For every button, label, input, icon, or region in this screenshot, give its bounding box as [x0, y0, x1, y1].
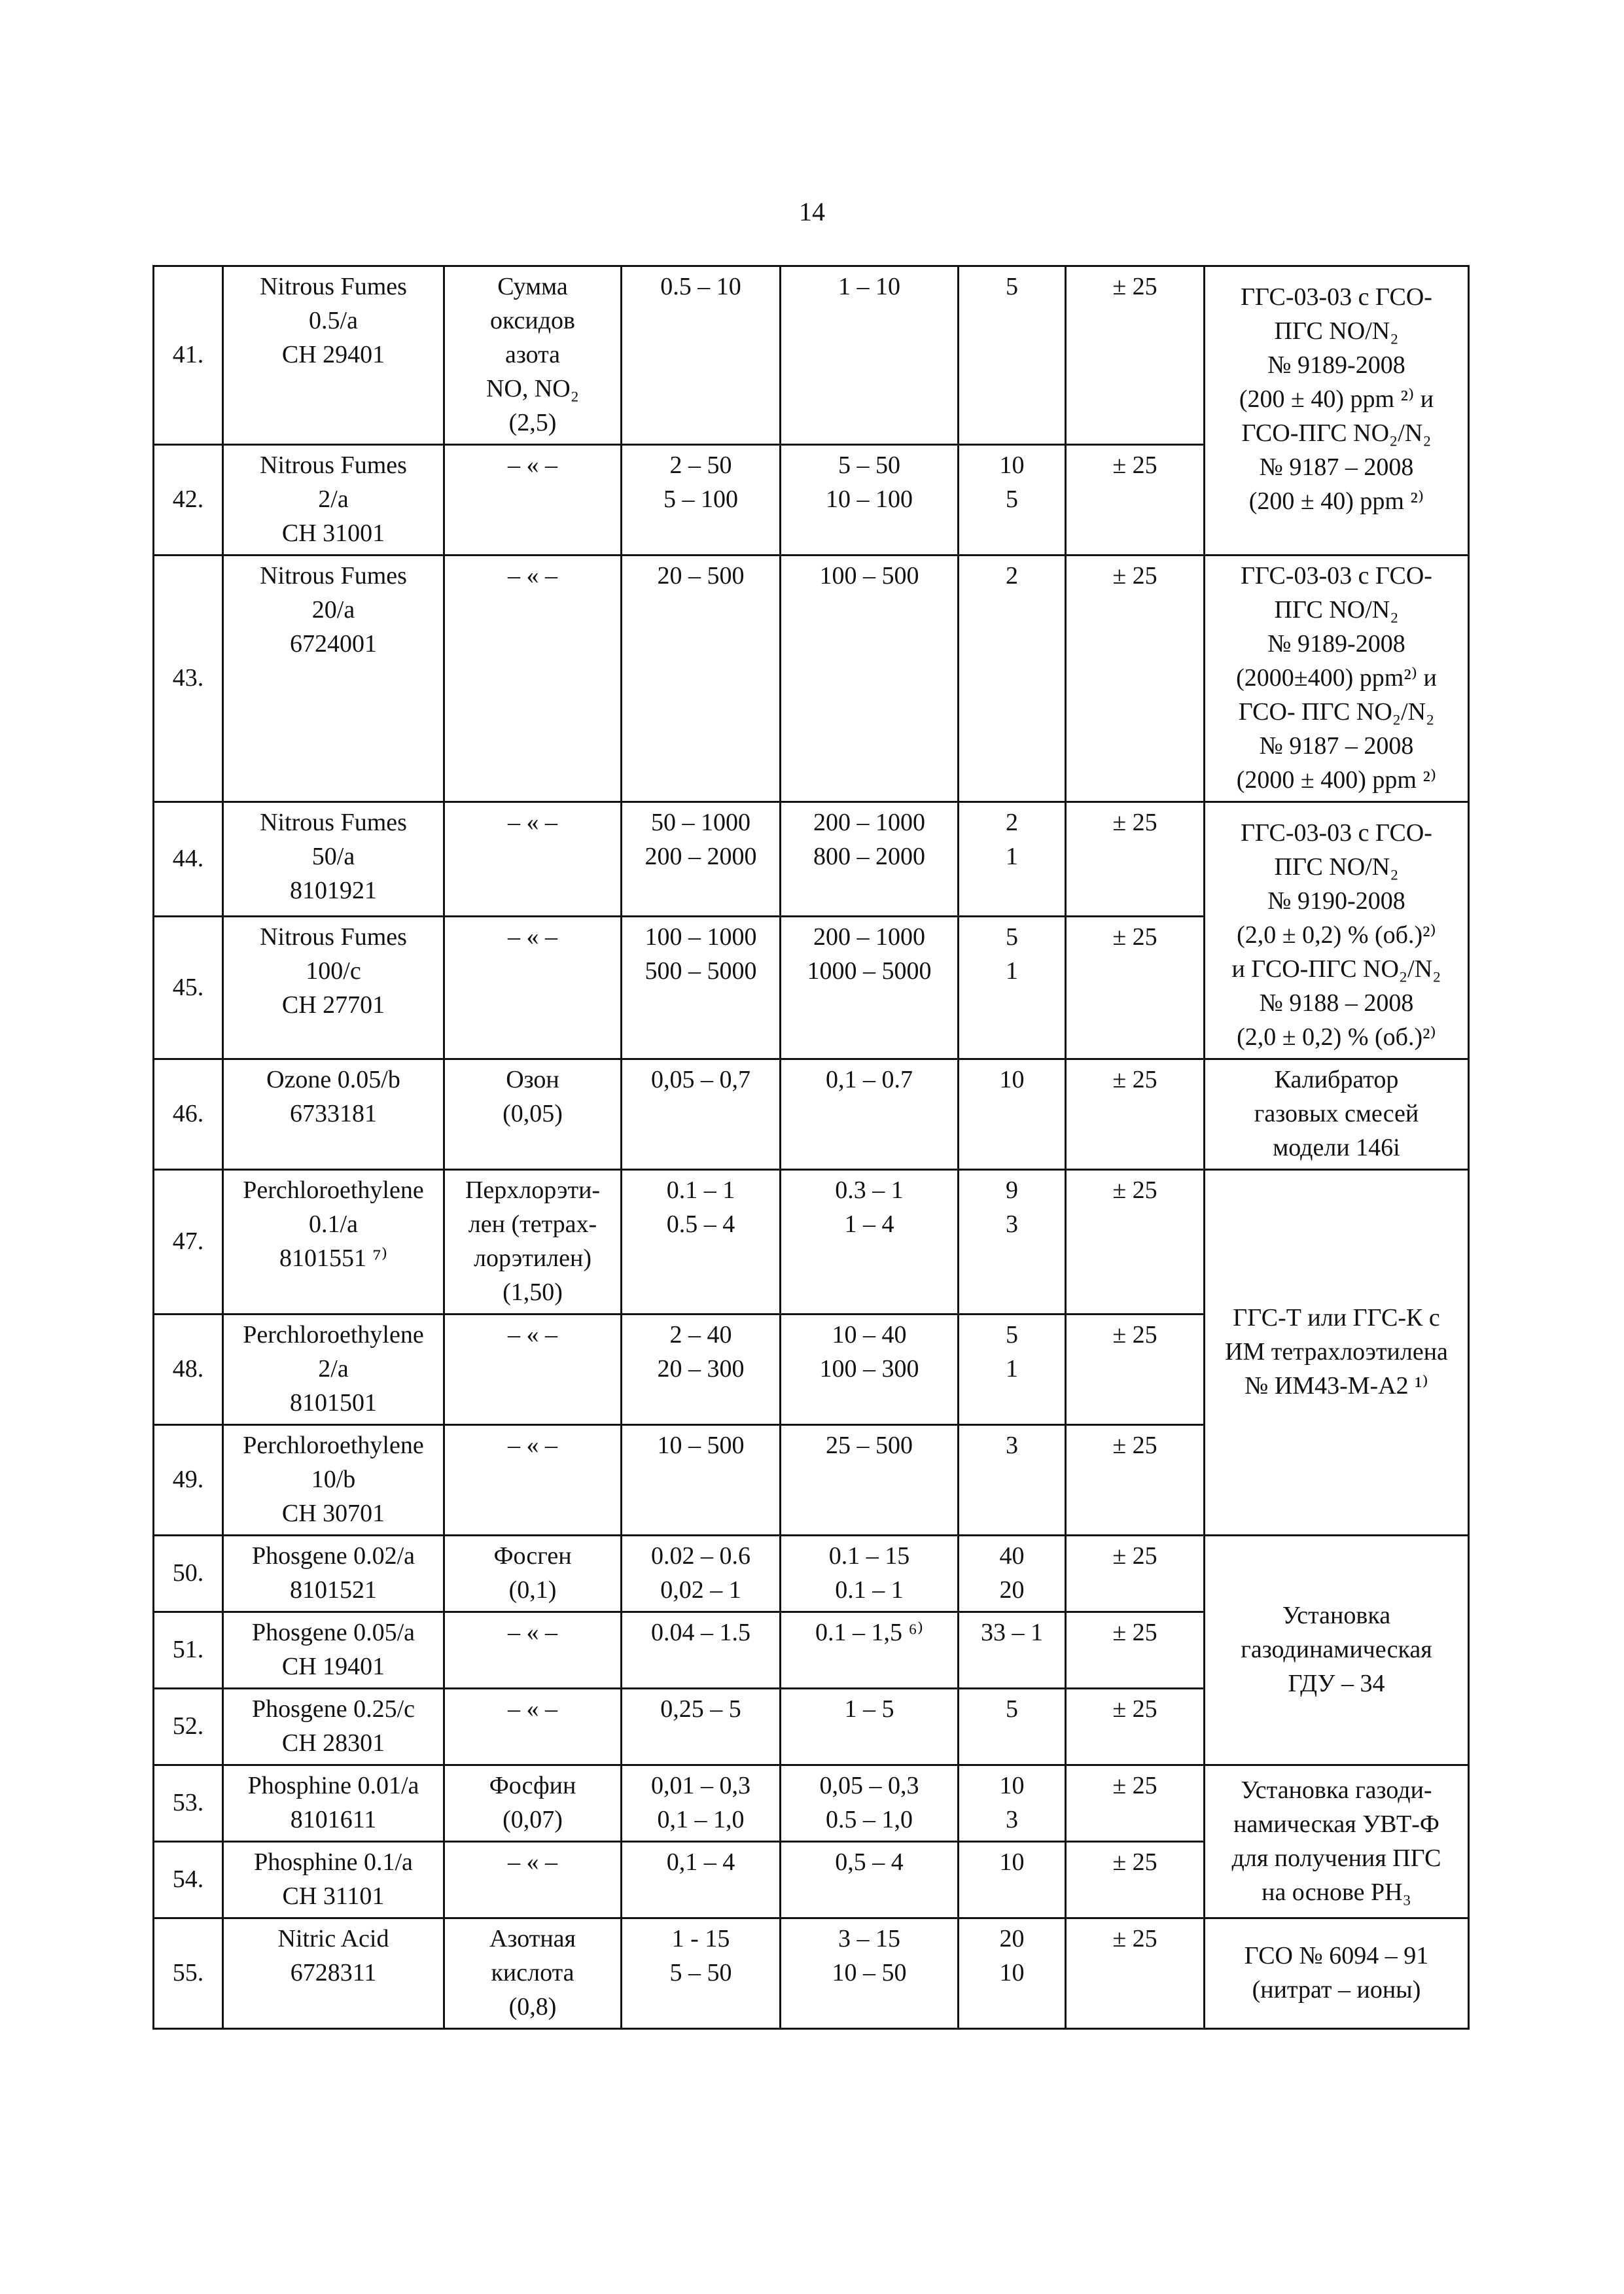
- count-cell-line: 20: [999, 1576, 1025, 1604]
- reference-standard-cell-line: намическая УВТ-Ф: [1233, 1810, 1439, 1838]
- error-cell: ± 25: [1066, 1425, 1205, 1536]
- substance-cell-line: – « –: [508, 1321, 557, 1349]
- reference-standard-cell-line: № 9189-2008: [1267, 630, 1405, 658]
- verification-range-cell-line: 1 – 4: [844, 1210, 894, 1238]
- substance-cell: [444, 1842, 622, 1918]
- measurement-range-cell-line: 20 – 300: [657, 1355, 745, 1383]
- verification-range-cell-line: 10 – 50: [832, 1959, 907, 1986]
- verification-range-cell: [781, 445, 959, 556]
- gas-standards-table: [152, 265, 1470, 2030]
- device-name-cell-line: 8101521: [290, 1576, 377, 1604]
- reference-standard-cell-line: ИМ тетрахлоэтилена: [1225, 1338, 1448, 1366]
- verification-range-cell-line: 5 – 50: [838, 451, 900, 479]
- measurement-range-cell: [622, 1059, 781, 1170]
- substance-cell-line: (2,5): [508, 409, 557, 436]
- count-cell: [959, 802, 1066, 917]
- verification-range-cell: [781, 1612, 959, 1689]
- count-cell-line: 1: [1006, 843, 1018, 870]
- device-name-cell-line: CH 30701: [281, 1500, 385, 1527]
- table-row: [154, 1536, 1469, 1612]
- substance-cell-line: (0,8): [508, 1993, 557, 2020]
- page-number: 14: [799, 197, 825, 226]
- substance-cell: [444, 917, 622, 1059]
- measurement-range-cell: [622, 556, 781, 802]
- measurement-range-cell-line: 0.04 – 1.5: [651, 1619, 750, 1646]
- measurement-range-cell-line: 5 – 50: [669, 1959, 732, 1986]
- reference-standard-cell-line: ГСО-ПГС NO₂/N₂: [1241, 419, 1432, 447]
- measurement-range-cell: [622, 1170, 781, 1315]
- substance-cell-line: – « –: [508, 1619, 557, 1646]
- count-cell: [959, 1918, 1066, 2029]
- count-cell: [959, 917, 1066, 1059]
- error-cell: ± 25: [1066, 1315, 1205, 1425]
- verification-range-cell-line: 1000 – 5000: [807, 957, 932, 985]
- count-cell: [959, 1536, 1066, 1612]
- substance-cell: [444, 802, 622, 917]
- substance-cell-line: оксидов: [490, 307, 575, 334]
- verification-range-cell-line: 800 – 2000: [813, 843, 925, 870]
- device-name-cell-line: Nitrous Fumes: [260, 923, 407, 951]
- count-cell-line: 3: [1006, 1210, 1018, 1238]
- device-name-cell-line: Perchloroethylene: [243, 1321, 424, 1349]
- error-cell: ± 25: [1066, 1536, 1205, 1612]
- count-cell-line: 2: [1006, 809, 1018, 836]
- reference-standard-cell-line: и ГСО-ПГС NO₂/N₂: [1231, 955, 1441, 983]
- row-number: 52.: [154, 1689, 223, 1765]
- measurement-range-cell: [622, 1689, 781, 1765]
- device-name-cell-line: Phosphine 0.01/a: [247, 1772, 419, 1799]
- verification-range-cell: [781, 1315, 959, 1425]
- count-cell-line: 1: [1006, 957, 1018, 985]
- substance-cell-line: Фосфин: [489, 1772, 576, 1799]
- reference-standard-cell-line: ГДУ – 34: [1288, 1670, 1385, 1697]
- verification-range-cell-line: 0.1 – 15: [828, 1542, 910, 1570]
- verification-range-cell-line: 10 – 40: [832, 1321, 907, 1349]
- count-cell-line: 20: [999, 1925, 1025, 1952]
- reference-standard-cell-line: ГСО- ПГС NO₂/N₂: [1238, 698, 1435, 726]
- reference-standard-cell: [1205, 802, 1469, 1059]
- reference-standard-cell-line: ПГС NO/N₂: [1274, 596, 1399, 624]
- reference-standard-cell-line: (нитрат – ионы): [1252, 1976, 1421, 2003]
- measurement-range-cell: [622, 266, 781, 445]
- verification-range-cell: [781, 1059, 959, 1170]
- reference-standard-cell-line: на основе PH₃: [1262, 1878, 1411, 1906]
- reference-standard-cell-line: модели 146i: [1273, 1134, 1400, 1161]
- verification-range-cell: [781, 1918, 959, 2029]
- substance-cell: [444, 1765, 622, 1842]
- device-name-cell-line: Phosgene 0.02/a: [251, 1542, 415, 1570]
- device-name-cell-line: 10/b: [311, 1466, 356, 1493]
- substance-cell-line: – « –: [508, 809, 557, 836]
- device-name-cell-line: 8101551 ⁷⁾: [279, 1244, 388, 1272]
- measurement-range-cell: [622, 802, 781, 917]
- count-cell: [959, 1425, 1066, 1536]
- reference-standard-cell-line: Установка газоди-: [1241, 1776, 1432, 1804]
- verification-range-cell-line: 200 – 1000: [813, 809, 925, 836]
- count-cell: [959, 556, 1066, 802]
- measurement-range-cell-line: 20 – 500: [657, 562, 745, 590]
- count-cell-line: 3: [1006, 1432, 1018, 1459]
- row-number: 43.: [154, 556, 223, 802]
- substance-cell: [444, 1425, 622, 1536]
- device-name-cell: [223, 917, 444, 1059]
- reference-standard-cell-line: (2000 ± 400) ppm ²⁾: [1236, 766, 1437, 794]
- verification-range-cell-line: 10 – 100: [826, 485, 913, 513]
- count-cell: [959, 1612, 1066, 1689]
- substance-cell-line: лен (тетрах-: [468, 1210, 597, 1238]
- substance-cell: [444, 556, 622, 802]
- device-name-cell: [223, 556, 444, 802]
- table-row: [154, 1059, 1469, 1170]
- device-name-cell: [223, 1170, 444, 1315]
- substance-cell-line: азота: [504, 341, 561, 368]
- error-cell: ± 25: [1066, 1842, 1205, 1918]
- device-name-cell-line: 6724001: [290, 630, 377, 658]
- count-cell-line: 5: [1006, 485, 1018, 513]
- device-name-cell: [223, 1918, 444, 2029]
- row-number: 41.: [154, 266, 223, 445]
- substance-cell-line: – « –: [508, 923, 557, 951]
- measurement-range-cell-line: 5 – 100: [663, 485, 738, 513]
- count-cell: [959, 1765, 1066, 1842]
- measurement-range-cell-line: 0,01 – 0,3: [651, 1772, 750, 1799]
- device-name-cell-line: CH 31101: [282, 1882, 385, 1910]
- device-name-cell-line: CH 31001: [281, 520, 385, 547]
- device-name-cell-line: Nitrous Fumes: [260, 273, 407, 300]
- table-row: [154, 802, 1469, 917]
- count-cell-line: 5: [1006, 1321, 1018, 1349]
- device-name-cell-line: 8101921: [290, 877, 377, 904]
- device-name-cell: [223, 1612, 444, 1689]
- verification-range-cell-line: 0.1 – 1,5 ⁶⁾: [815, 1619, 924, 1646]
- verification-range-cell: [781, 1842, 959, 1918]
- measurement-range-cell: [622, 1765, 781, 1842]
- verification-range-cell: [781, 1536, 959, 1612]
- table-row: [154, 1765, 1469, 1842]
- reference-standard-cell-line: ПГС NO/N₂: [1274, 853, 1399, 881]
- verification-range-cell-line: 0.5 – 1,0: [826, 1806, 913, 1833]
- reference-standard-cell: [1205, 1536, 1469, 1765]
- device-name-cell-line: Phosgene 0.05/a: [251, 1619, 415, 1646]
- error-cell: ± 25: [1066, 802, 1205, 917]
- substance-cell-line: Перхлорэти-: [465, 1176, 601, 1204]
- measurement-range-cell-line: 0,1 – 1,0: [657, 1806, 745, 1833]
- verification-range-cell-line: 3 – 15: [838, 1925, 900, 1952]
- device-name-cell-line: CH 28301: [281, 1729, 385, 1757]
- table-row: [154, 266, 1469, 445]
- measurement-range-cell: [622, 917, 781, 1059]
- device-name-cell-line: 2/a: [318, 1355, 349, 1383]
- measurement-range-cell-line: 0,1 – 4: [666, 1848, 735, 1876]
- measurement-range-cell-line: 0.02 – 0.6: [651, 1542, 750, 1570]
- device-name-cell-line: Perchloroethylene: [243, 1432, 424, 1459]
- row-number: 51.: [154, 1612, 223, 1689]
- count-cell: [959, 445, 1066, 556]
- substance-cell-line: лорэтилен): [474, 1244, 591, 1272]
- reference-standard-cell-line: ГГС-03-03 с ГСО-: [1241, 283, 1432, 311]
- device-name-cell-line: Phosgene 0.25/c: [251, 1695, 415, 1723]
- substance-cell-line: кислота: [491, 1959, 574, 1986]
- reference-standard-cell-line: газовых смесей: [1254, 1100, 1419, 1127]
- reference-standard-cell-line: газодинамическая: [1241, 1636, 1432, 1663]
- substance-cell-line: Озон: [506, 1066, 559, 1093]
- error-cell: ± 25: [1066, 1765, 1205, 1842]
- reference-standard-cell-line: № 9190-2008: [1267, 887, 1405, 915]
- substance-cell-line: (1,50): [503, 1279, 563, 1306]
- verification-range-cell-line: 0,05 – 0,3: [819, 1772, 919, 1799]
- measurement-range-cell-line: 0.5 – 4: [666, 1210, 735, 1238]
- device-name-cell-line: 6733181: [290, 1100, 377, 1127]
- verification-range-cell-line: 0,5 – 4: [835, 1848, 904, 1876]
- measurement-range-cell: [622, 1842, 781, 1918]
- substance-cell: [444, 1612, 622, 1689]
- measurement-range-cell-line: 0,25 – 5: [660, 1695, 741, 1723]
- device-name-cell-line: 0.1/a: [309, 1210, 358, 1238]
- reference-standard-cell-line: № 9187 – 2008: [1259, 732, 1414, 760]
- measurement-range-cell-line: 50 – 1000: [651, 809, 750, 836]
- device-name-cell-line: Nitrous Fumes: [260, 451, 407, 479]
- table-row: [154, 556, 1469, 802]
- substance-cell: [444, 1918, 622, 2029]
- reference-standard-cell-line: для получения ПГС: [1231, 1844, 1441, 1872]
- device-name-cell-line: Perchloroethylene: [243, 1176, 424, 1204]
- reference-standard-cell-line: (2,0 ± 0,2) % (об.)²⁾: [1237, 1023, 1436, 1051]
- row-number: 54.: [154, 1842, 223, 1918]
- reference-standard-cell-line: (2000±400) ppm²⁾ и: [1236, 664, 1437, 692]
- count-cell-line: 5: [1006, 1695, 1018, 1723]
- measurement-range-cell-line: 0,02 – 1: [660, 1576, 741, 1604]
- device-name-cell-line: 8101611: [290, 1806, 377, 1833]
- device-name-cell-line: CH 27701: [281, 991, 385, 1019]
- measurement-range-cell-line: 0,05 – 0,7: [651, 1066, 750, 1093]
- count-cell: [959, 1059, 1066, 1170]
- device-name-cell: [223, 1536, 444, 1612]
- error-cell: ± 25: [1066, 266, 1205, 445]
- error-cell: ± 25: [1066, 1689, 1205, 1765]
- device-name-cell-line: Nitrous Fumes: [260, 562, 407, 590]
- reference-standard-cell: [1205, 1170, 1469, 1536]
- device-name-cell: [223, 445, 444, 556]
- verification-range-cell-line: 100 – 300: [819, 1355, 919, 1383]
- device-name-cell-line: Phosphine 0.1/a: [254, 1848, 413, 1876]
- verification-range-cell: [781, 556, 959, 802]
- row-number: 50.: [154, 1536, 223, 1612]
- substance-cell: [444, 1170, 622, 1315]
- device-name-cell: [223, 1059, 444, 1170]
- device-name-cell: [223, 802, 444, 917]
- measurement-range-cell-line: 1 - 15: [671, 1925, 730, 1952]
- count-cell-line: 5: [1006, 923, 1018, 951]
- measurement-range-cell-line: 500 – 5000: [644, 957, 757, 985]
- device-name-cell: [223, 1765, 444, 1842]
- measurement-range-cell: [622, 1612, 781, 1689]
- row-number: 45.: [154, 917, 223, 1059]
- measurement-range-cell: [622, 445, 781, 556]
- verification-range-cell-line: 200 – 1000: [813, 923, 925, 951]
- substance-cell-line: – « –: [508, 1848, 557, 1876]
- reference-standard-cell-line: ПГС NO/N₂: [1274, 317, 1399, 345]
- reference-standard-cell: [1205, 1918, 1469, 2029]
- verification-range-cell: [781, 1425, 959, 1536]
- measurement-range-cell-line: 200 – 2000: [644, 843, 757, 870]
- verification-range-cell-line: 1 – 5: [844, 1695, 894, 1723]
- reference-standard-cell: [1205, 1059, 1469, 1170]
- substance-cell-line: – « –: [508, 451, 557, 479]
- reference-standard-cell-line: ГГС-03-03 с ГСО-: [1241, 562, 1432, 590]
- count-cell-line: 10: [999, 1772, 1025, 1799]
- count-cell: [959, 1170, 1066, 1315]
- verification-range-cell: [781, 1170, 959, 1315]
- device-name-cell: [223, 1689, 444, 1765]
- reference-standard-cell-line: ГГС-03-03 с ГСО-: [1241, 819, 1432, 847]
- device-name-cell-line: 0.5/a: [309, 307, 358, 334]
- device-name-cell-line: CH 29401: [281, 341, 385, 368]
- measurement-range-cell: [622, 1918, 781, 2029]
- row-number: 53.: [154, 1765, 223, 1842]
- reference-standard-cell-line: ГГС-Т или ГГС-К с: [1233, 1304, 1440, 1332]
- count-cell: [959, 1315, 1066, 1425]
- count-cell: [959, 1689, 1066, 1765]
- device-name-cell: [223, 266, 444, 445]
- count-cell-line: 10: [999, 1848, 1025, 1876]
- reference-standard-cell-line: № 9189-2008: [1267, 351, 1405, 379]
- substance-cell-line: Сумма: [497, 273, 568, 300]
- reference-standard-cell: [1205, 266, 1469, 556]
- substance-cell: [444, 1059, 622, 1170]
- verification-range-cell-line: 100 – 500: [819, 562, 919, 590]
- verification-range-cell-line: 25 – 500: [826, 1432, 913, 1459]
- measurement-range-cell: [622, 1315, 781, 1425]
- count-cell-line: 2: [1006, 562, 1018, 590]
- verification-range-cell: [781, 1689, 959, 1765]
- reference-standard-cell: [1205, 556, 1469, 802]
- count-cell-line: 5: [1006, 273, 1018, 300]
- error-cell: ± 25: [1066, 1612, 1205, 1689]
- substance-cell-line: Фосген: [493, 1542, 572, 1570]
- measurement-range-cell-line: 2 – 40: [669, 1321, 732, 1349]
- error-cell: ± 25: [1066, 445, 1205, 556]
- substance-cell-line: – « –: [508, 1695, 557, 1723]
- device-name-cell-line: CH 19401: [281, 1653, 385, 1680]
- count-cell-line: 10: [999, 1066, 1025, 1093]
- table-row: [154, 1918, 1469, 2029]
- measurement-range-cell-line: 100 – 1000: [644, 923, 757, 951]
- reference-standard-cell-line: (200 ± 40) ppm ²⁾: [1248, 487, 1424, 515]
- count-cell-line: 10: [999, 1959, 1025, 1986]
- reference-standard-cell-line: № 9188 – 2008: [1259, 989, 1414, 1017]
- error-cell: ± 25: [1066, 917, 1205, 1059]
- reference-standard-cell-line: (2,0 ± 0,2) % (об.)²⁾: [1237, 921, 1436, 949]
- device-name-cell-line: 2/a: [318, 485, 349, 513]
- device-name-cell-line: 100/c: [306, 957, 361, 985]
- measurement-range-cell-line: 0.5 – 10: [660, 273, 741, 300]
- row-number: 49.: [154, 1425, 223, 1536]
- count-cell-line: 1: [1006, 1355, 1018, 1383]
- verification-range-cell-line: 0.3 – 1: [835, 1176, 904, 1204]
- verification-range-cell-line: 0.1 – 1: [835, 1576, 904, 1604]
- verification-range-cell-line: 0,1 – 0.7: [826, 1066, 913, 1093]
- reference-standard-cell-line: № 9187 – 2008: [1259, 453, 1414, 481]
- device-name-cell-line: Nitric Acid: [277, 1925, 389, 1952]
- reference-standard-cell-line: ГСО № 6094 – 91: [1244, 1942, 1429, 1969]
- measurement-range-cell-line: 0.1 – 1: [666, 1176, 735, 1204]
- row-number: 44.: [154, 802, 223, 917]
- substance-cell-line: Азотная: [489, 1925, 576, 1952]
- count-cell-line: 10: [999, 451, 1025, 479]
- substance-cell-line: – « –: [508, 1432, 557, 1459]
- device-name-cell-line: 6728311: [290, 1959, 377, 1986]
- device-name-cell: [223, 1425, 444, 1536]
- device-name-cell-line: Nitrous Fumes: [260, 809, 407, 836]
- substance-cell: [444, 1536, 622, 1612]
- measurement-range-cell: [622, 1425, 781, 1536]
- reference-standard-cell-line: (200 ± 40) ppm ²⁾ и: [1239, 385, 1434, 413]
- verification-range-cell-line: 1 – 10: [838, 273, 900, 300]
- count-cell: [959, 1842, 1066, 1918]
- device-name-cell-line: 8101501: [290, 1389, 377, 1417]
- row-number: 48.: [154, 1315, 223, 1425]
- substance-cell: [444, 266, 622, 445]
- reference-standard-cell-line: Установка: [1282, 1602, 1391, 1629]
- device-name-cell-line: Ozone 0.05/b: [266, 1066, 400, 1093]
- measurement-range-cell-line: 10 – 500: [657, 1432, 745, 1459]
- substance-cell-line: (0,05): [503, 1100, 563, 1127]
- reference-standard-cell-line: № ИМ43-М-А2 ¹⁾: [1244, 1372, 1428, 1400]
- count-cell: [959, 266, 1066, 445]
- reference-standard-cell-line: Калибратор: [1274, 1066, 1399, 1093]
- error-cell: ± 25: [1066, 1170, 1205, 1315]
- row-number: 46.: [154, 1059, 223, 1170]
- error-cell: ± 25: [1066, 556, 1205, 802]
- count-cell-line: 9: [1006, 1176, 1018, 1204]
- substance-cell: [444, 1315, 622, 1425]
- device-name-cell-line: 50/a: [311, 843, 355, 870]
- measurement-range-cell-line: 2 – 50: [669, 451, 732, 479]
- error-cell: ± 25: [1066, 1918, 1205, 2029]
- substance-cell-line: NO, NO₂: [485, 375, 580, 402]
- verification-range-cell: [781, 917, 959, 1059]
- device-name-cell: [223, 1315, 444, 1425]
- verification-range-cell: [781, 266, 959, 445]
- verification-range-cell: [781, 802, 959, 917]
- substance-cell-line: – « –: [508, 562, 557, 590]
- count-cell-line: 3: [1006, 1806, 1018, 1833]
- row-number: 47.: [154, 1170, 223, 1315]
- verification-range-cell: [781, 1765, 959, 1842]
- reference-standard-cell: [1205, 1765, 1469, 1918]
- substance-cell-line: (0,1): [508, 1576, 557, 1604]
- substance-cell: [444, 1689, 622, 1765]
- count-cell-line: 40: [999, 1542, 1025, 1570]
- substance-cell-line: (0,07): [503, 1806, 563, 1833]
- measurement-range-cell: [622, 1536, 781, 1612]
- row-number: 55.: [154, 1918, 223, 2029]
- error-cell: ± 25: [1066, 1059, 1205, 1170]
- count-cell-line: 33 – 1: [981, 1619, 1043, 1646]
- device-name-cell: [223, 1842, 444, 1918]
- device-name-cell-line: 20/a: [311, 596, 355, 624]
- row-number: 42.: [154, 445, 223, 556]
- table-body: [154, 266, 1469, 2029]
- table-row: [154, 1170, 1469, 1315]
- substance-cell: [444, 445, 622, 556]
